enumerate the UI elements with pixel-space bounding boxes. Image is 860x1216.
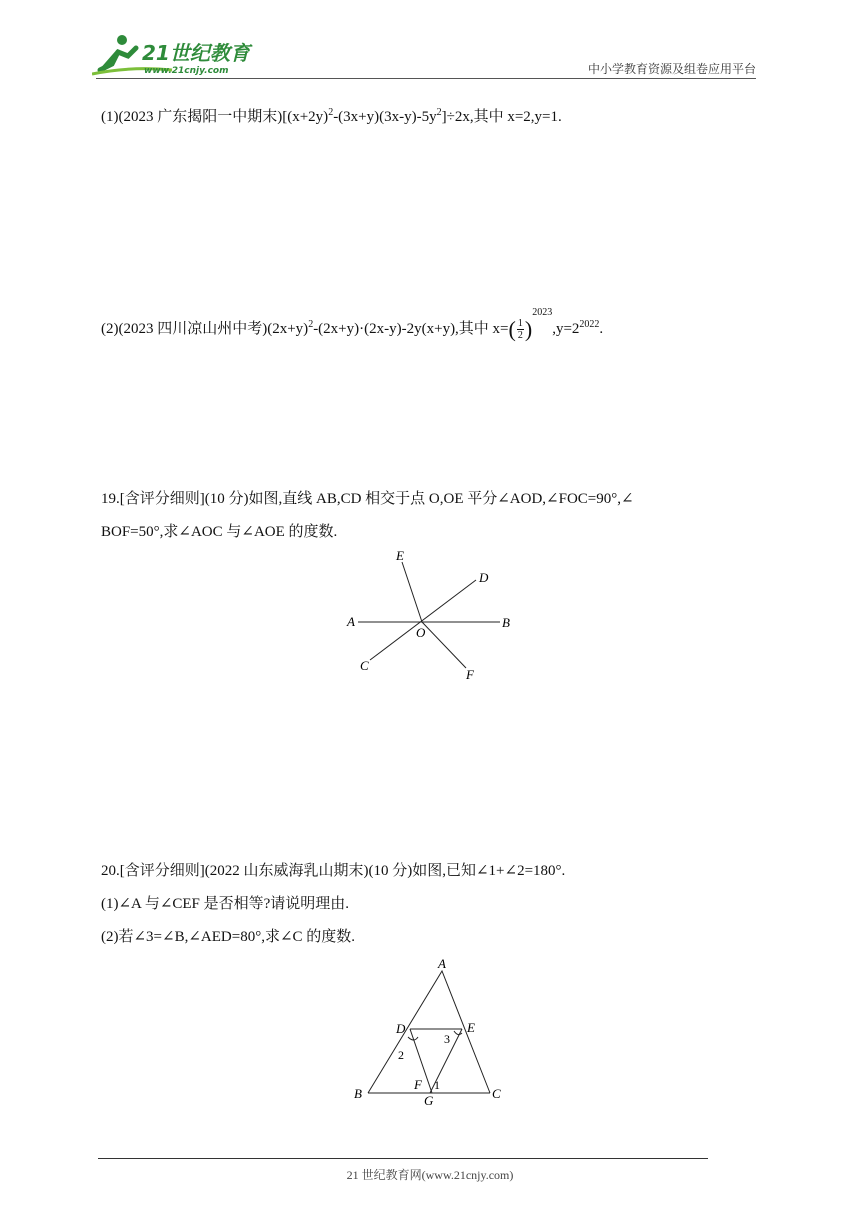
line-cd [370, 580, 476, 660]
label-o: O [416, 625, 426, 640]
logo-text: 21世纪教育 [142, 41, 250, 65]
ray-oe [402, 562, 422, 622]
header-divider [96, 78, 756, 79]
label-f: F [466, 667, 474, 682]
footer-divider [98, 1158, 708, 1159]
label-angle-2: 2 [398, 1048, 404, 1062]
q20-figure [350, 955, 510, 1110]
label-angle-1: 1 [434, 1078, 440, 1092]
ray-of [422, 622, 466, 668]
q20-text-line1: 20.[含评分细则](2022 山东威海乳山期末)(10 分)如图,已知∠1+∠2=180°. [101, 863, 566, 879]
label-a: A [347, 614, 355, 629]
label-f: F [414, 1077, 422, 1092]
footer-link[interactable]: 21 世纪教育网(www.21cnjy.com) [346, 1168, 514, 1182]
q19-text-line1: 19.[含评分细则](10 分)如图,直线 AB,CD 相交于点 O,OE 平分∠AOD,∠FOC=90°,∠ [101, 491, 634, 507]
site-logo [92, 30, 262, 80]
label-b: B [354, 1086, 362, 1101]
label-e: E [396, 548, 404, 563]
label-d: D [479, 570, 489, 585]
label-b: B [502, 615, 510, 630]
q20-text-line3: (2)若∠3=∠B,∠AED=80°,求∠C 的度数. [101, 929, 356, 945]
label-angle-3: 3 [444, 1032, 450, 1046]
label-a: A [438, 956, 446, 971]
label-g: G [424, 1093, 434, 1108]
q20-text-line2: (1)∠A 与∠CEF 是否相等?请说明理由. [101, 896, 350, 912]
q18-part2: (2)(2023 四川凉山州中考)$(2x+y)^2-(2x+y)\cdot(2x-y)-2y(x+y)$,其中 x=( $\frac{1}{2}$ )$^{2023},y=2^{2022}$. [101, 307, 604, 342]
label-c: C [492, 1086, 501, 1101]
q19-text-line2: BOF=50°,求∠AOC 与∠AOE 的度数. [101, 524, 338, 540]
fraction-one-half: $\frac{1}{2}$ [517, 318, 523, 342]
q18-part1: (1)(2023 广东揭阳一中期末)$[(x+2y)^2-(3x+y)(3x-y)-5y^2]\div 2x$,其中 x=2,y=1. [101, 107, 562, 125]
label-c: C [360, 658, 369, 673]
logo-url: www.21cnjy.com [144, 66, 229, 76]
header-platform-text: 中小学教育资源及组卷应用平台 [587, 62, 756, 76]
label-e: E [467, 1020, 475, 1035]
label-d: D [396, 1021, 406, 1036]
q19-figure [330, 540, 530, 690]
